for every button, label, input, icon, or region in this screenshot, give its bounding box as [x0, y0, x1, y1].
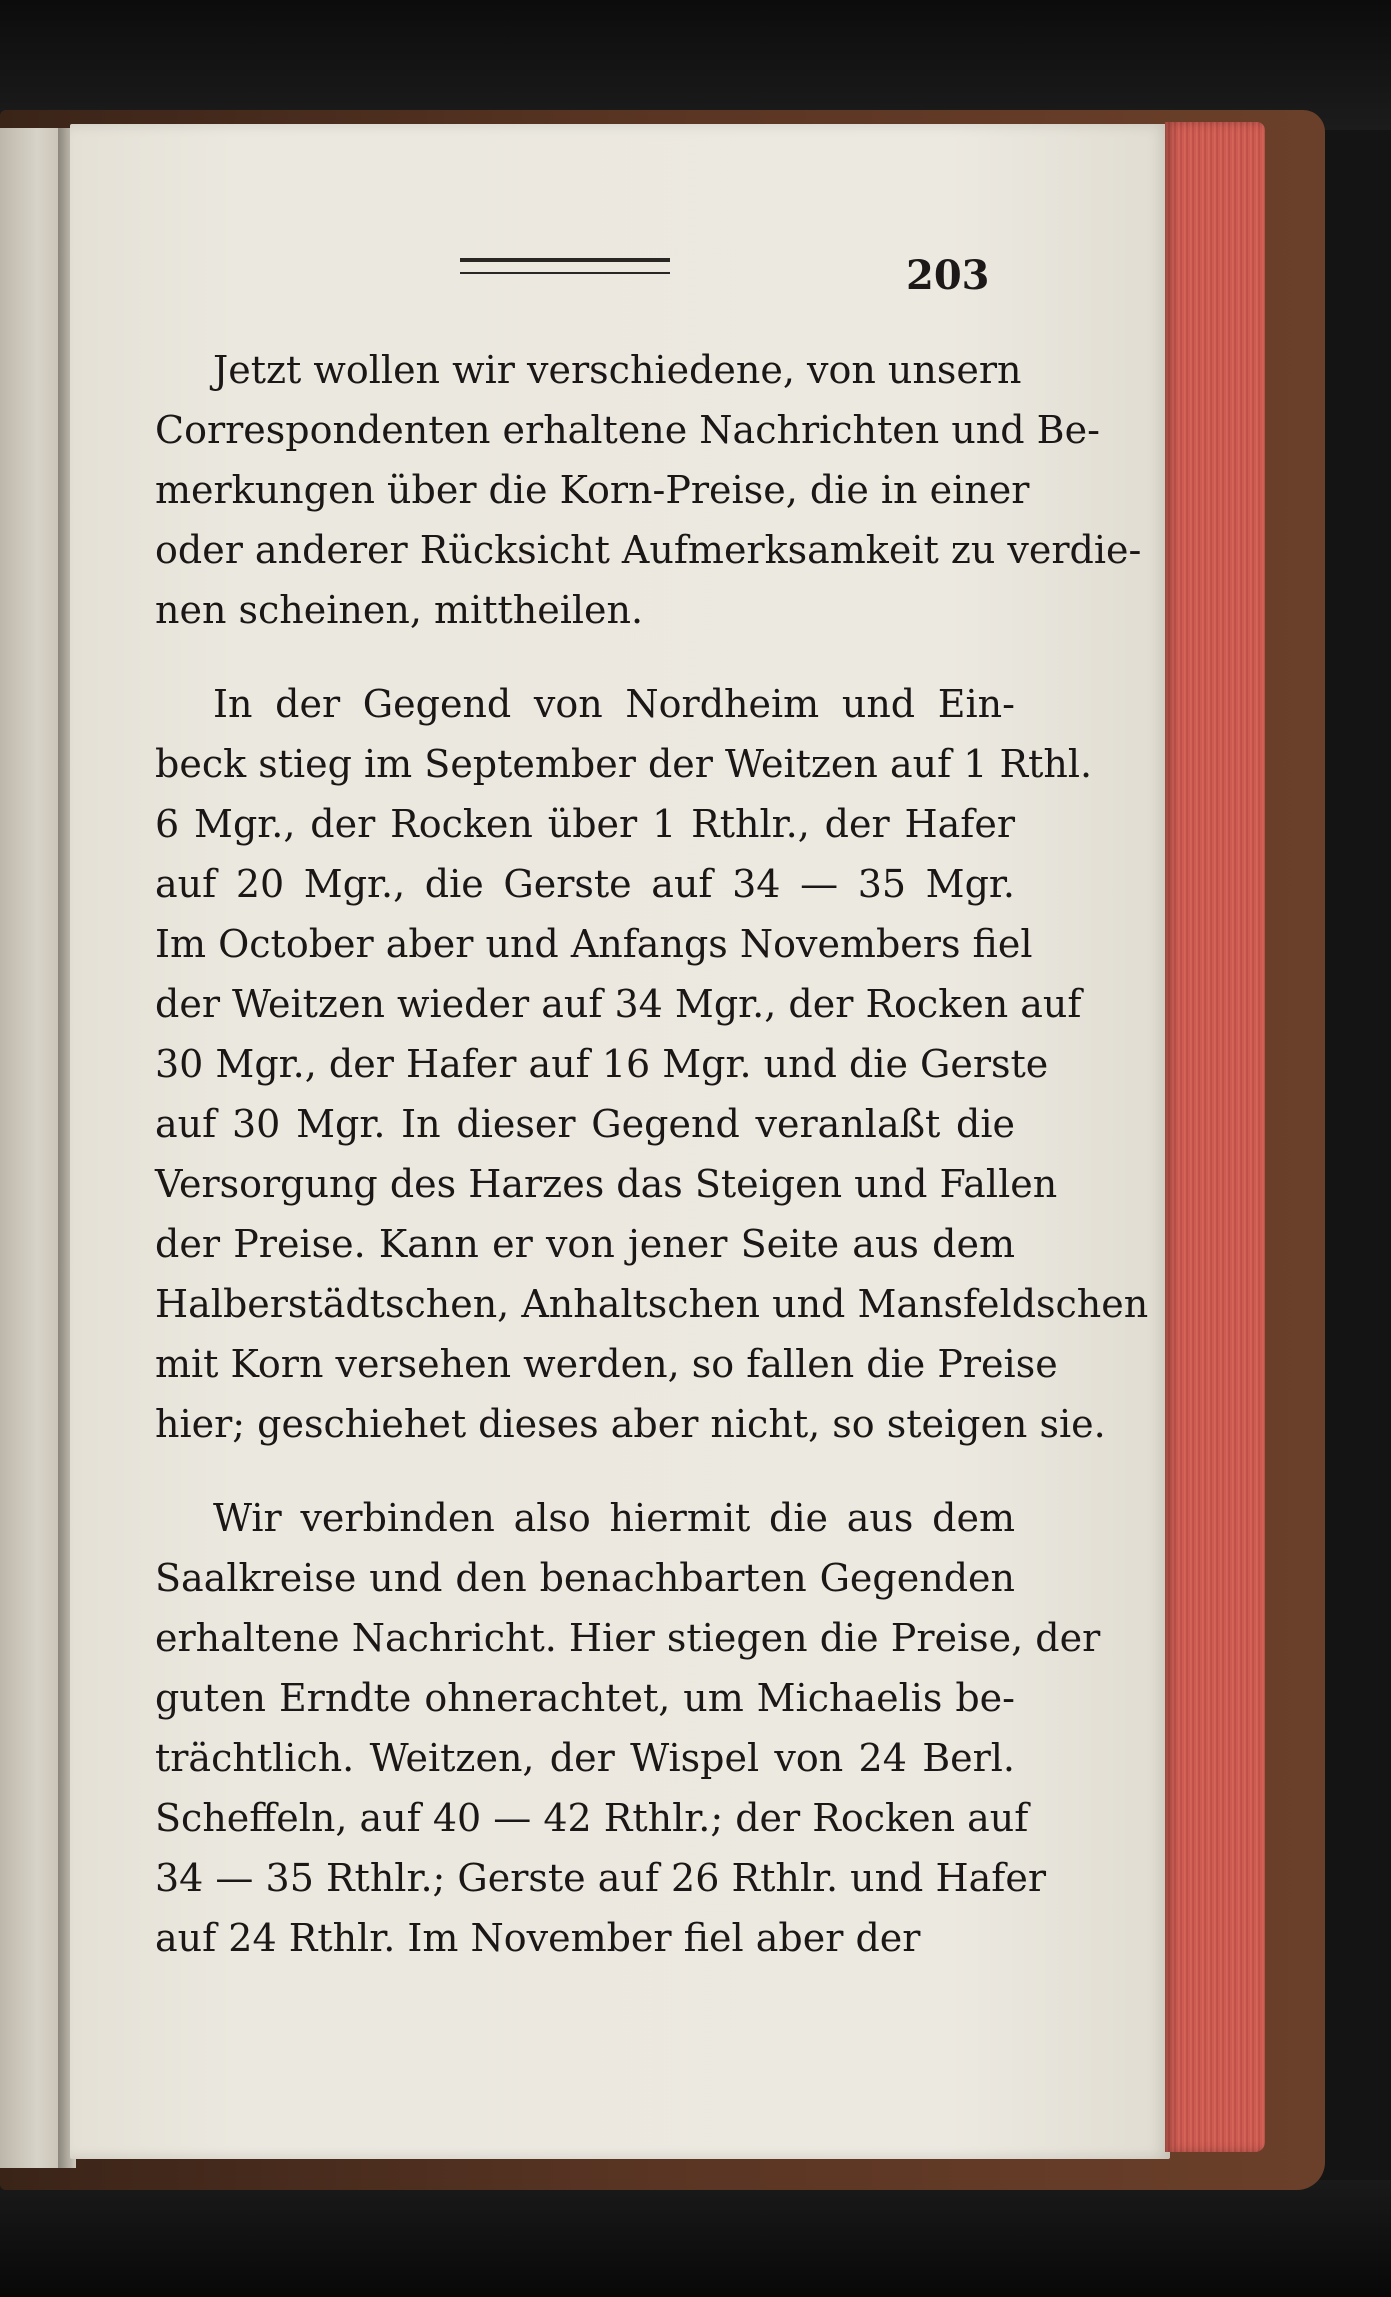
text-line: guten Erndte ohnerachtet, um Michaelis be-	[155, 1676, 1015, 1720]
text-line: beck stieg im September der Weitzen auf 1 Rthl.	[155, 742, 1093, 786]
text-line: merkungen über die Korn-Preise, die in einer	[155, 468, 1030, 512]
page-number: 203	[906, 252, 990, 299]
text-line: 30 Mgr., der Hafer auf 16 Mgr. und die Gerste	[155, 1042, 1049, 1086]
text-line: hier; geschiehet dieses aber nicht, so steigen sie.	[155, 1402, 1106, 1446]
paragraph-gap	[155, 640, 1015, 674]
text-line: Wir verbinden also hiermit die aus dem	[213, 1496, 1015, 1540]
text-line: erhaltene Nachricht. Hier stiegen die Preise, der	[155, 1616, 1101, 1660]
text-line: Versorgung des Harzes das Steigen und Fallen	[155, 1162, 1058, 1206]
left-page-edge	[0, 128, 62, 2168]
text-line: In der Gegend von Nordheim und Ein-	[213, 682, 1015, 726]
text-line: der Weitzen wieder auf 34 Mgr., der Rocken auf	[155, 982, 1082, 1026]
text-line: 34 — 35 Rthlr.; Gerste auf 26 Rthlr. und Hafer	[155, 1856, 1046, 1900]
text-line: auf 24 Rthlr. Im November fiel aber der	[155, 1916, 921, 1960]
text-line: Jetzt wollen wir verschiedene, von unsern	[213, 348, 1022, 392]
body-text	[155, 340, 1149, 1968]
text-line: Im October aber und Anfangs Novembers fiel	[155, 922, 1033, 966]
paragraph	[155, 340, 1142, 640]
text-line: nen scheinen, mittheilen.	[155, 588, 644, 632]
text-line: trächtlich. Weitzen, der Wispel von 24 Berl.	[155, 1736, 1015, 1780]
text-line: auf 30 Mgr. In dieser Gegend veranlaßt die	[155, 1102, 1015, 1146]
paragraph	[155, 1488, 1101, 1968]
text-line: oder anderer Rücksicht Aufmerksamkeit zu verdie-	[155, 528, 1142, 572]
paragraph	[155, 674, 1149, 1454]
paragraph-gap	[155, 1454, 1015, 1488]
text-line: auf 20 Mgr., die Gerste auf 34 — 35 Mgr.	[155, 862, 1015, 906]
text-line: Correspondenten erhaltene Nachrichten und Be-	[155, 408, 1100, 452]
text-line: der Preise. Kann er von jener Seite aus dem	[155, 1222, 1015, 1266]
header-rule	[460, 258, 670, 274]
text-line: mit Korn versehen werden, so fallen die Preise	[155, 1342, 1058, 1386]
scan-background-bottom	[0, 2180, 1391, 2297]
text-line: Scheffeln, auf 40 — 42 Rthlr.; der Rocken auf	[155, 1796, 1029, 1840]
text-line: 6 Mgr., der Rocken über 1 Rthlr., der Hafer	[155, 802, 1015, 846]
red-page-edges	[1165, 122, 1265, 2152]
text-line: Saalkreise und den benachbarten Gegenden	[155, 1556, 1015, 1600]
text-line: Halberstädtschen, Anhaltschen und Mansfeldschen	[155, 1282, 1149, 1326]
